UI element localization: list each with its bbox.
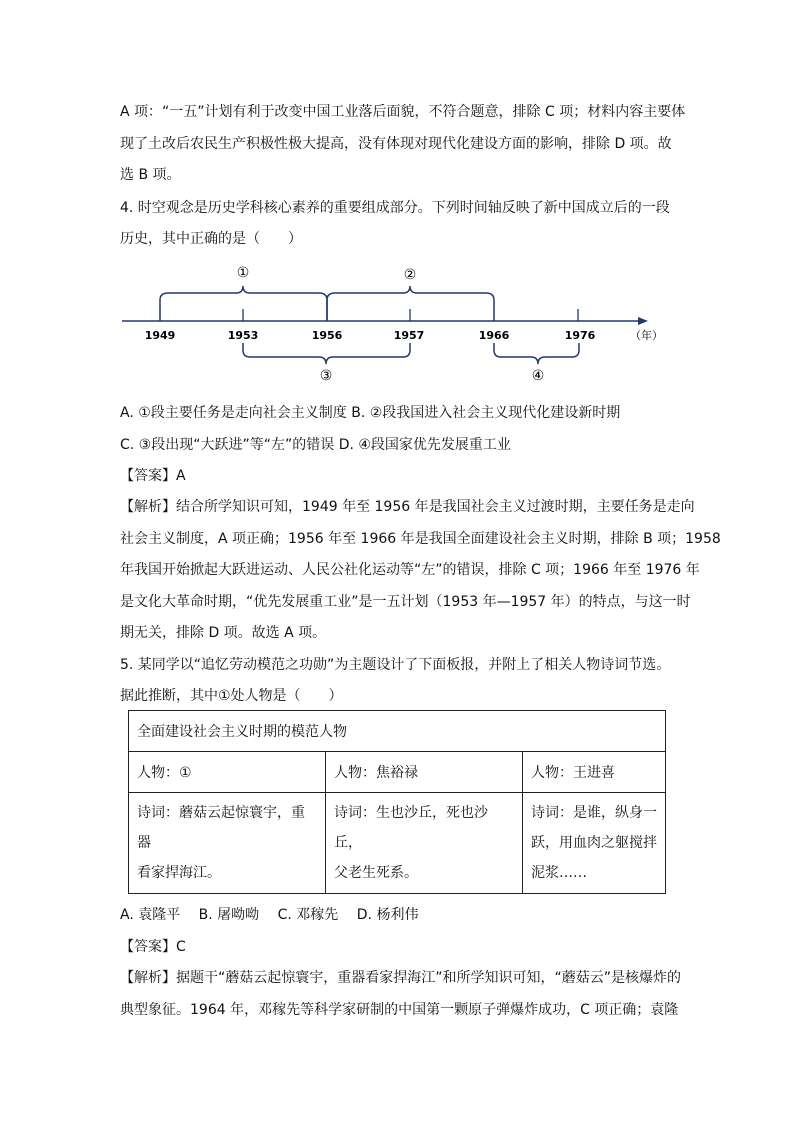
bracket-label-3: ③	[319, 368, 333, 384]
q4-stem-line: 4. 时空观念是历史学科核心素养的重要组成部分。下列时间轴反映了新中国成立后的一段	[120, 200, 670, 216]
intro-line: 现了土改后农民生产积极性极大提高，没有体现对现代化建设方面的影响，排除 D 项。故	[120, 136, 672, 152]
q4-analysis-line: 社会主义制度，A 项正确；1956 年至 1966 年是我国全面建设社会主义时期，排除 B 项；1958	[120, 531, 721, 547]
year-label: 1976	[564, 329, 596, 342]
year-label: 1956	[311, 329, 343, 342]
q5-analysis-line: 典型象征。1964 年，邓稼先等科学家研制的中国第一颗原子弹爆炸成功，C 项正确；袁隆	[120, 1002, 679, 1018]
q4-option-line: C. ③段出现“大跃进”等“左”的错误 D. ④段国家优先发展重工业	[120, 437, 511, 453]
q5-options: A. 袁隆平 B. 屠呦呦 C. 邓稼先 D. 杨利伟	[120, 907, 419, 923]
person-cell: 人物：焦裕禄	[326, 752, 523, 793]
poem-line: 跃，用血肉之躯搅拌	[531, 835, 657, 851]
poem-cell	[523, 793, 666, 894]
q5-analysis-line: 【解析】据题干“蘑菇云起惊寰宇，重器看家捍海江”和所学知识可知，“蘑菇云”是核爆炸的	[120, 970, 682, 986]
bracket-4	[494, 343, 579, 364]
year-label: 1953	[227, 329, 259, 342]
q4-stem-line: 历史，其中正确的是（ ）	[120, 231, 302, 247]
q5-stem-line: 据此推断，其中①处人物是（ ）	[120, 688, 343, 704]
q4-analysis-line: 是文化大革命时期，“优先发展重工业”是一五计划（1953 年—1957 年）的特点，与这一时	[120, 594, 691, 610]
year-label: 1949	[144, 329, 176, 342]
intro-line: 选 B 项。	[120, 167, 181, 183]
year-label: 1957	[393, 329, 425, 342]
person-cell: 人物：①	[129, 752, 326, 793]
poem-line: 看家捍海江。	[137, 865, 221, 881]
poem-line: 父老生死系。	[334, 865, 418, 881]
bracket-label-4: ④	[531, 368, 545, 384]
poem-line: 泥浆……	[531, 865, 587, 881]
timeline-figure	[0, 255, 794, 390]
q5-stem-line: 5. 某同学以“追忆劳动模范之功勋”为主题设计了下面板报，并附上了相关人物诗词节选。	[120, 657, 671, 673]
poem-line: 诗词：生也沙丘，死也沙丘，	[334, 805, 488, 851]
q4-analysis-line: 期无关，排除 D 项。故选 A 项。	[120, 625, 327, 641]
model-workers-table	[128, 710, 666, 894]
bracket-3	[243, 343, 410, 364]
axis-arrow	[638, 317, 648, 325]
q4-option-line: A. ①段主要任务是走向社会主义制度 B. ②段我国进入社会主义现代化建设新时期	[120, 405, 621, 421]
q5-answer: 【答案】C	[120, 939, 186, 955]
person-cell: 人物：王进喜	[523, 752, 666, 793]
bracket-label-1: ①	[236, 265, 250, 281]
poem-cell	[326, 793, 523, 894]
bracket-label-2: ②	[403, 267, 417, 283]
table-title: 全面建设社会主义时期的模范人物	[129, 711, 666, 752]
q4-answer: 【答案】A	[120, 468, 186, 484]
q4-analysis-line: 年我国开始掀起大跃进运动、人民公社化运动等“左”的错误，排除 C 项；1966 年至 1976 年	[120, 562, 700, 578]
intro-line: A 项：“一五”计划有利于改变中国工业落后面貌，不符合题意，排除 C 项；材料内容主要体	[120, 104, 686, 120]
axis-unit: （年）	[630, 329, 663, 342]
poem-cell	[129, 793, 326, 894]
q4-analysis-line: 【解析】结合所学知识可知，1949 年至 1956 年是我国社会主义过渡时期，主要任务是走向	[120, 499, 695, 515]
poem-line: 诗词：蘑菇云起惊寰宇，重器	[137, 805, 305, 851]
poem-line: 诗词：是谁，纵身一	[531, 805, 657, 821]
year-label: 1966	[478, 329, 510, 342]
